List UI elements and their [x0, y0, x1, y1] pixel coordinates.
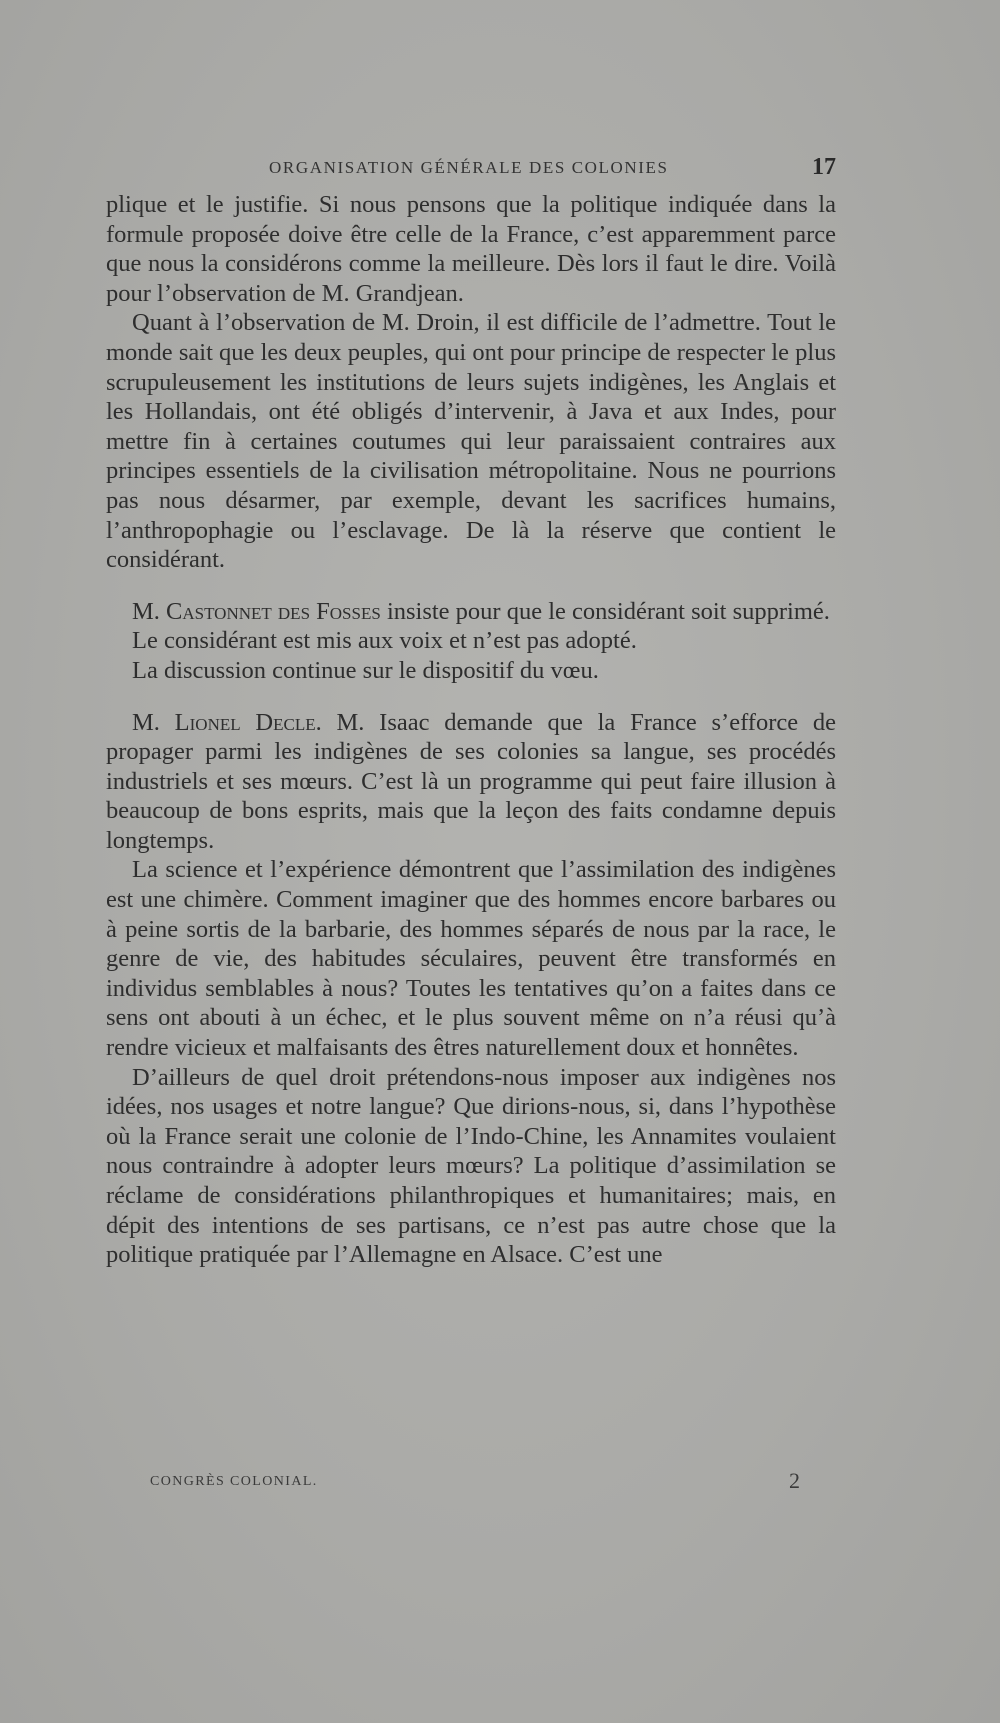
paragraph-text: insiste pour que le considérant soit supprimé. [380, 597, 830, 625]
page-number: 17 [812, 154, 836, 180]
paragraph [106, 597, 836, 627]
speaker-name: M. Lionel Decle. [132, 708, 322, 736]
body-text [106, 190, 836, 1270]
paragraph: D’ailleurs de quel droit prétendons-nous imposer aux indigènes nos idées, nos usages et notre langue? Que dirions-nous, si, dans l’hypothèse où la France serait une colonie de l’Indo-Chine, les Annamites voulaient nous contraindre à adopter leurs mœurs? La politique d’assimilation se réclame de considérations philanthropiques et humanitaires; mais, en dépit des intentions de ses partisans, ce n’est pas autre chose que la politique pratiquée par l’Allemagne en Alsace. C’est une [106, 1063, 836, 1269]
paragraph: plique et le justifie. Si nous pensons que la politique indiquée dans la formule proposée doive être celle de la France, c’est apparemment parce que nous la considérons comme la meilleure. Dès lors il faut le dire. Voilà pour l’observation de M. Grandjean. [106, 191, 836, 307]
sheet-number: 2 [789, 1468, 800, 1493]
paragraph: Le considérant est mis aux voix et n’est pas adopté. [132, 627, 637, 655]
paragraph: Quant à l’observation de M. Droin, il est difficile de l’admettre. Tout le monde sait que les deux peuples, qui ont pour principe de respecter le plus scrupuleusement les institutions de leurs sujets indigènes, les Anglais et les Hollandais, ont été obligés d’intervenir, à Java et aux Indes, pour mettre fin à certaines coutumes qui leur paraissaient contraires aux principes essentiels de la civilisation métropolitaine. Nous ne pourrions pas nous désarmer, par exemple, devant les sacrifices humains, l’anthropophagie ou l’esclavage. De là la réserve que contient le considérant. [106, 309, 836, 574]
paragraph-text: M. Isaac demande que la France s’efforce de propager parmi les indigènes de ses colonies sa langue, ses procédés industriels et ses mœurs. C’est là un programme qui peut faire illusion à beaucoup de bons esprits, mais que la leçon des faits condamne depuis longtemps. [106, 708, 836, 854]
page-header [106, 156, 836, 186]
running-title: ORGANISATION GÉNÉRALE DES COLONIES [269, 158, 669, 177]
page-footer [150, 1470, 800, 1494]
signature-mark: CONGRÈS COLONIAL. [150, 1474, 318, 1489]
paragraph: La discussion continue sur le dispositif du vœu. [132, 656, 599, 684]
paragraph [106, 708, 836, 856]
speaker-name: M. Castonnet des Fosses [132, 597, 381, 625]
paragraph: La science et l’expérience démontrent que l’assimilation des indigènes est une chimère. Comment imaginer que des hommes encore barbares ou à peine sortis de la barbarie, des hommes séparés de nous par la race, le genre de vie, des habitudes séculaires, peuvent être transformés en individus semblables à nous? Toutes les tentatives qu’on a faites dans ce sens ont abouti à un échec, et le plus souvent même on n’a réusi qu’à rendre vicieux et malfaisants des êtres naturellement doux et honnêtes. [106, 856, 836, 1062]
